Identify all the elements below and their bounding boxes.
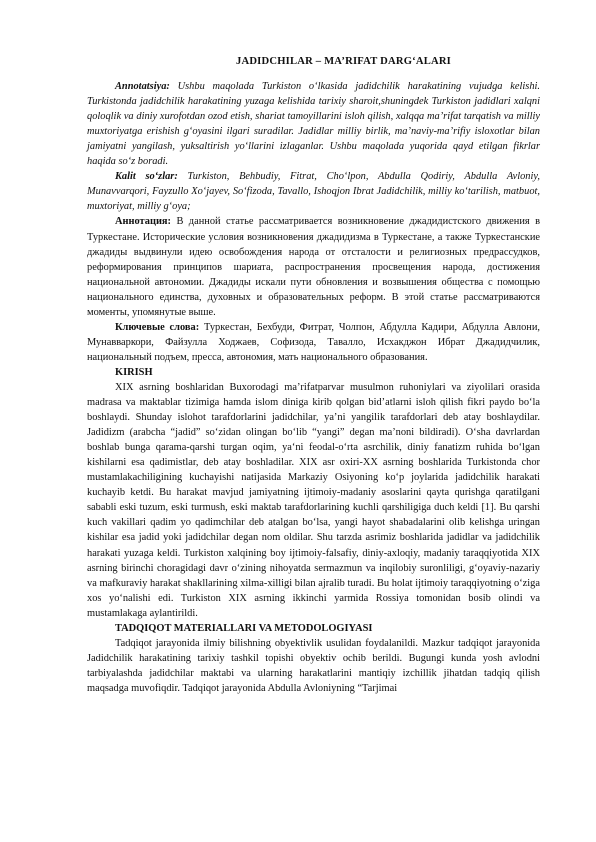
keywords-ru-label: Ключевые слова: (115, 321, 200, 333)
annotation-ru-text: В данной статье рассматривается возникновение джадидистского движения в Туркестане. Исторические условия возникновения джадидизма в Туркестане, а также Туркестанские джадиды выдвинули идею освобождения народа от отсталости и религиозных предрассудков, реформирования принципов шариата, распространения просвещения народа, достижения национальной автономии. Джадиды искали пути обновления и возвышения общества с помощью национального единства, духовных и образовательных реформ. В этой статье рассматриваются моменты, упомянутые выше. (87, 216, 540, 318)
keywords-text: Turkiston, Behbudiy, Fitrat, Cho‘lpon, Abdulla Qodiriy, Abdulla Avloniy, Munavvarqori, Fayzullo Xo‘jayev, So‘fizoda, Tavallo, Ishoqjon Ibrat Jadidchilik, milliy ko‘tarilish, matbuot, muxtoriyat, milliy g‘oya; (87, 171, 541, 213)
keywords-ru-paragraph (87, 320, 540, 365)
intro-paragraph: XIX asrning boshlaridan Buxorodagi ma’rifatparvar musulmon ruhoniylari va ziyolilari orasida madrasa va maktablar tizimiga hamda islom diniga kirib qolgan bid’atlarni isloh qilish fikri paydo bo‘la boshlaydi. Shunday islohot tarafdorlarini jadidchilar, ya’ni yangilik tarafdorlari deb atay boshlaydilar. Jadidizm (arabcha “jadid” so‘zidan olingan bo‘lib “yangi” degan ma’noni bildiradi). O‘sha davrlardan boshlab bunga qarama-qarshi turgan oqim, ya‘ni feodal-o‘rta asrchilik, diniy fanatizm ruhida bo‘lgan kishilarni esa qadimistlar, deb atay boshladilar. XIX asr oxiri-XX asrning boshlarida Turkistonda chor mustamlakachiligining kuchayishi natijasida Markaziy Osiyoning ko‘p joylarida jadidchilik harakati kuchayib ketdi. Bu harakat mavjud jamiyatning ijtimoiy-madaniy asoslarini qayta qurishga qaratilgani sababli eski tuzum, eski turmush, eski maktab tarafdorlarining kuchli qarshiligiga duch keldi [1]. Bu qarshi kuch vakillari qadim yo qadimchilar deb atalgan bo‘lsa, yangi hayot shabadalarini olib kelishga uringan kishilar esa jadid yoki jadidchilar degan nom oldilar. Shu tarzda asrimiz boshlarida jadidlar va jadidchilik harakati yuzaga keldi. Turkiston xalqining boy ijtimoiy-falsafiy, diniy-axloqiy, madaniy taraqqiyotida XIX asrning birinchi choragidagi davr o‘zining nihoyatda sermazmun va inqilobiy suronliligi, g‘oyaviy-nazariy va mafkuraviy harakat shakllarining xilma-xilligi bilan ajralib turadi. Bu holat ijtimoiy taraqqiyotning o‘ziga xos yo‘nalishi edi. Turkiston XIX asrning ikkinchi yarmida Rossiya tomonidan bosib olindi va mustamlakaga aylantirildi. (87, 381, 540, 619)
methods-heading: TADQIQOT MATERIALLARI VA METODOLOGIYASI (115, 622, 373, 634)
annotation-ru-label: Аннотация: (115, 216, 172, 228)
methods-paragraph: Tadqiqot jarayonida ilmiy bilishning obyektivlik usulidan foydalanildi. Mazkur tadqiqot jarayonida Jadidchilik harakatining tarixiy tashkil topishi obyektiv ochib berildi. Bugungi kunda yosh avlodni tarbiyalashda jadidchilar maktabi va ularning harakatlarini mantiqiy izchillik jihatdan tadqiq qilish maqsadga muvofiqdir. Tadqiqot jarayonida Abdulla Avloniyning “Tarjimai (87, 637, 540, 694)
keywords-label: Kalit so‘zlar: (115, 171, 178, 183)
intro-heading: KIRISH (115, 366, 153, 378)
annotation-label: Annotatsiya: (115, 81, 170, 93)
keywords-ru-text: Туркестан, Бехбуди, Фитрат, Чолпон, Абдулла Кадири, Абдулла Авлони, Мунавваркори, Файзулла Ходжаев, Софизода, Тавалло, Исхакджон Ибрат Джадидчилик, национальный подъем, пресса, автономия, мать национального образования. (87, 321, 540, 363)
annotation-paragraph (87, 79, 540, 169)
keywords-paragraph (87, 169, 540, 214)
paper-title: JADIDCHILAR – MA’RIFAT DARG‘ALARI (235, 56, 452, 67)
annotation-text: Ushbu maqolada Turkiston o‘lkasida jadidchilik harakatining vujudga kelishi. Turkistonda jadidchilik harakatining yuzaga kelishida tarixiy sharoit,shuningdek Turkiston jadidlari xalqni qoloqlik va diniy xurofotdan ozod etish, shariat tamoyillarini isloh qilish, xalqqa ma’rifat tarqatish va milliy muxtoriyatga erishish g‘oyasini ilgari suradilar. Jadidlar milliy birlik, ma’naviy-ma’rifiy isloxotlar bilan jamiyatni yangilash, yuksaltirish yo‘llarini izlaganlar. Ushbu maqolada yuqorida qayd etilgan fikrlar haqida so‘z boradi. (87, 81, 540, 168)
annotation-ru-paragraph (87, 214, 540, 319)
